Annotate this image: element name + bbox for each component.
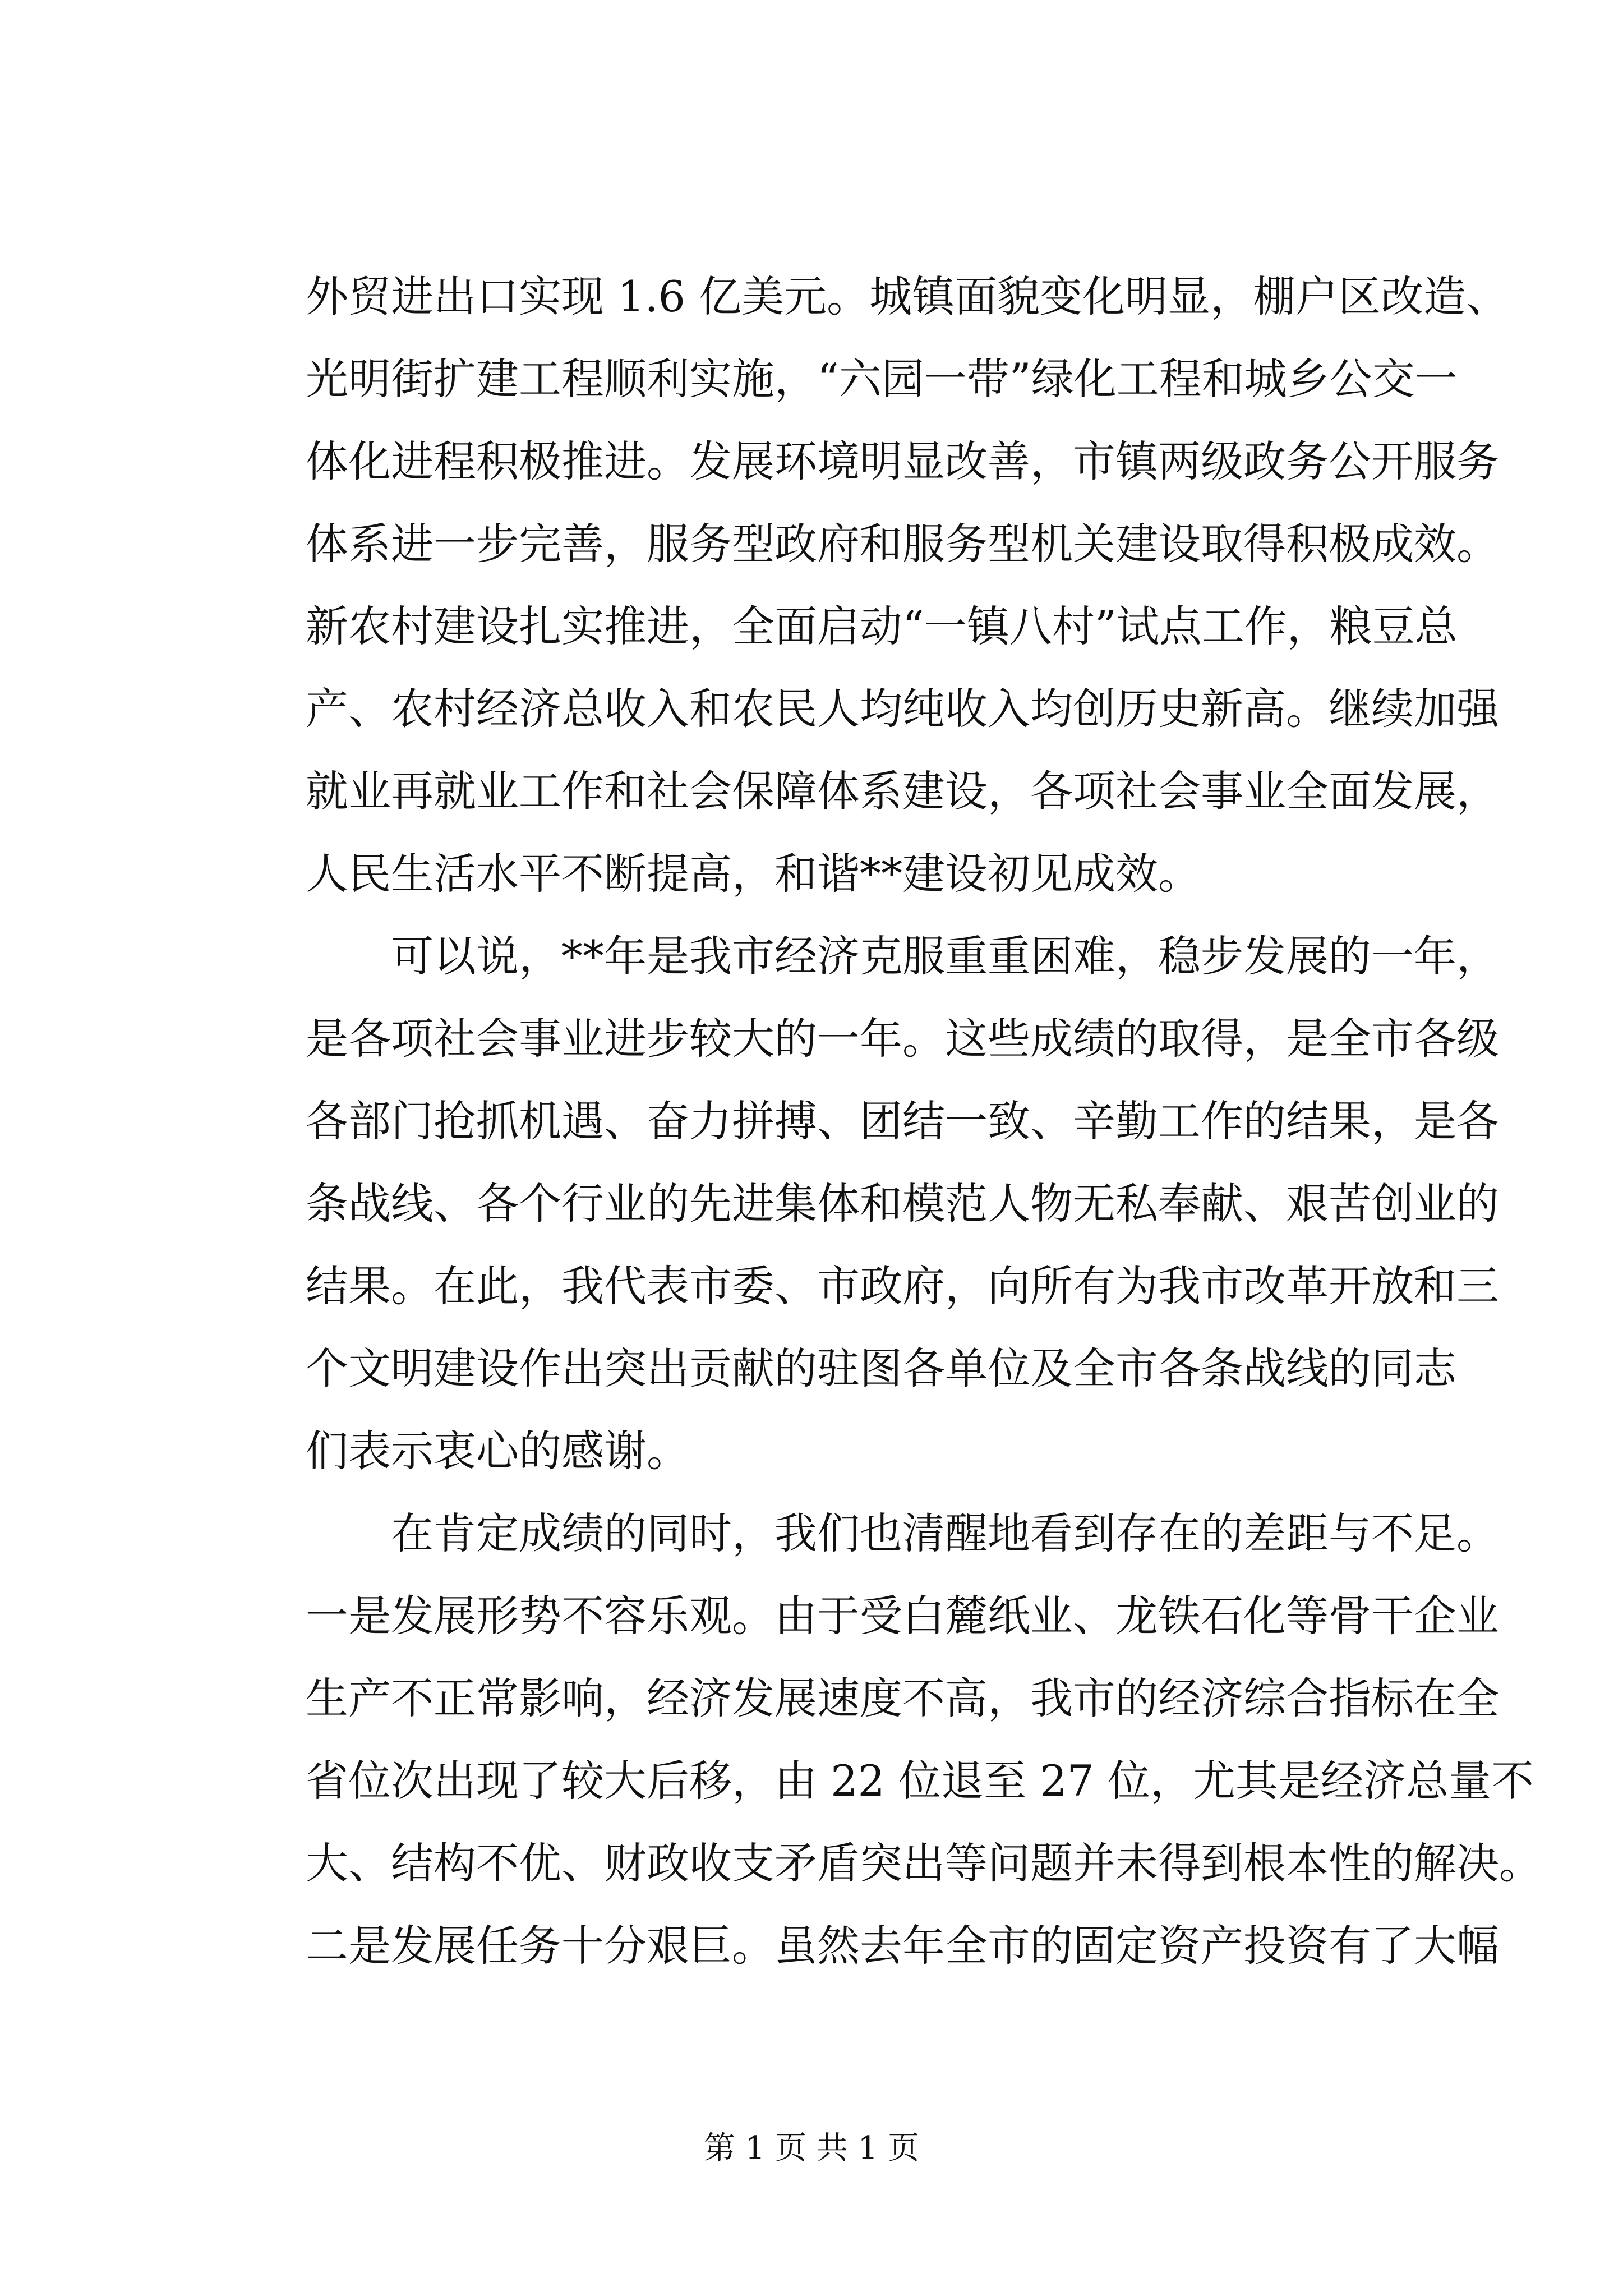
text-line: 外贸进出口实现 1.6 亿美元。城镇面貌变化明显，棚户区改造、: [306, 272, 1509, 321]
text-line: 省位次出现了较大后移，由 22 位退至 27 位，尤其是经济总量不: [306, 1756, 1534, 1806]
text-line: 条战线、各个行业的先进集体和模范人物无私奉献、艰苦创业的: [306, 1179, 1499, 1228]
page-footer: 第 1 页 共 1 页: [703, 2130, 920, 2166]
text-line: 光明街扩建工程顺利实施，“六园一带”绿化工程和城乡公交一: [306, 354, 1458, 404]
text-line: 可以说，**年是我市经济克服重重困难，稳步发展的一年，: [306, 931, 1499, 981]
text-line: 在肯定成绩的同时，我们也清醒地看到存在的差距与不足。: [306, 1508, 1499, 1558]
text-line: 体系进一步完善，服务型政府和服务型机关建设取得积极成效。: [306, 519, 1499, 569]
text-line: 人民生活水平不断提高，和谐**建设初见成效。: [306, 849, 1201, 899]
text-line: 大、结构不优、财政收支矛盾突出等问题并未得到根本性的解决。: [306, 1838, 1542, 1888]
text-line: 就业再就业工作和社会保障体系建设，各项社会事业全面发展，: [306, 766, 1499, 816]
text-line: 体化进程积极推进。发展环境明显改善，市镇两级政务公开服务: [306, 436, 1499, 486]
text-line: 各部门抢抓机遇、奋力拼搏、团结一致、辛勤工作的结果，是各: [306, 1096, 1499, 1146]
text-line: 产、农村经济总收入和农民人均纯收入均创历史新高。继续加强: [306, 684, 1499, 734]
text-line: 们表示衷心的感谢。: [306, 1426, 689, 1476]
text-line: 结果。在此，我代表市委、市政府，向所有为我市改革开放和三: [306, 1261, 1499, 1311]
text-line: 一是发展形势不容乐观。由于受白麓纸业、龙铁石化等骨干企业: [306, 1591, 1499, 1641]
text-line: 生产不正常影响，经济发展速度不高，我市的经济综合指标在全: [306, 1673, 1499, 1723]
text-line: 是各项社会事业进步较大的一年。这些成绩的取得，是全市各级: [306, 1014, 1499, 1064]
document-body: [306, 255, 1542, 1987]
text-line: 新农村建设扎实推进，全面启动“一镇八村”试点工作，粮豆总: [306, 601, 1458, 651]
text-line: 个文明建设作出突出贡献的驻图各单位及全市各条战线的同志: [306, 1343, 1456, 1393]
text-line: 二是发展任务十分艰巨。虽然去年全市的固定资产投资有了大幅: [306, 1921, 1499, 1971]
